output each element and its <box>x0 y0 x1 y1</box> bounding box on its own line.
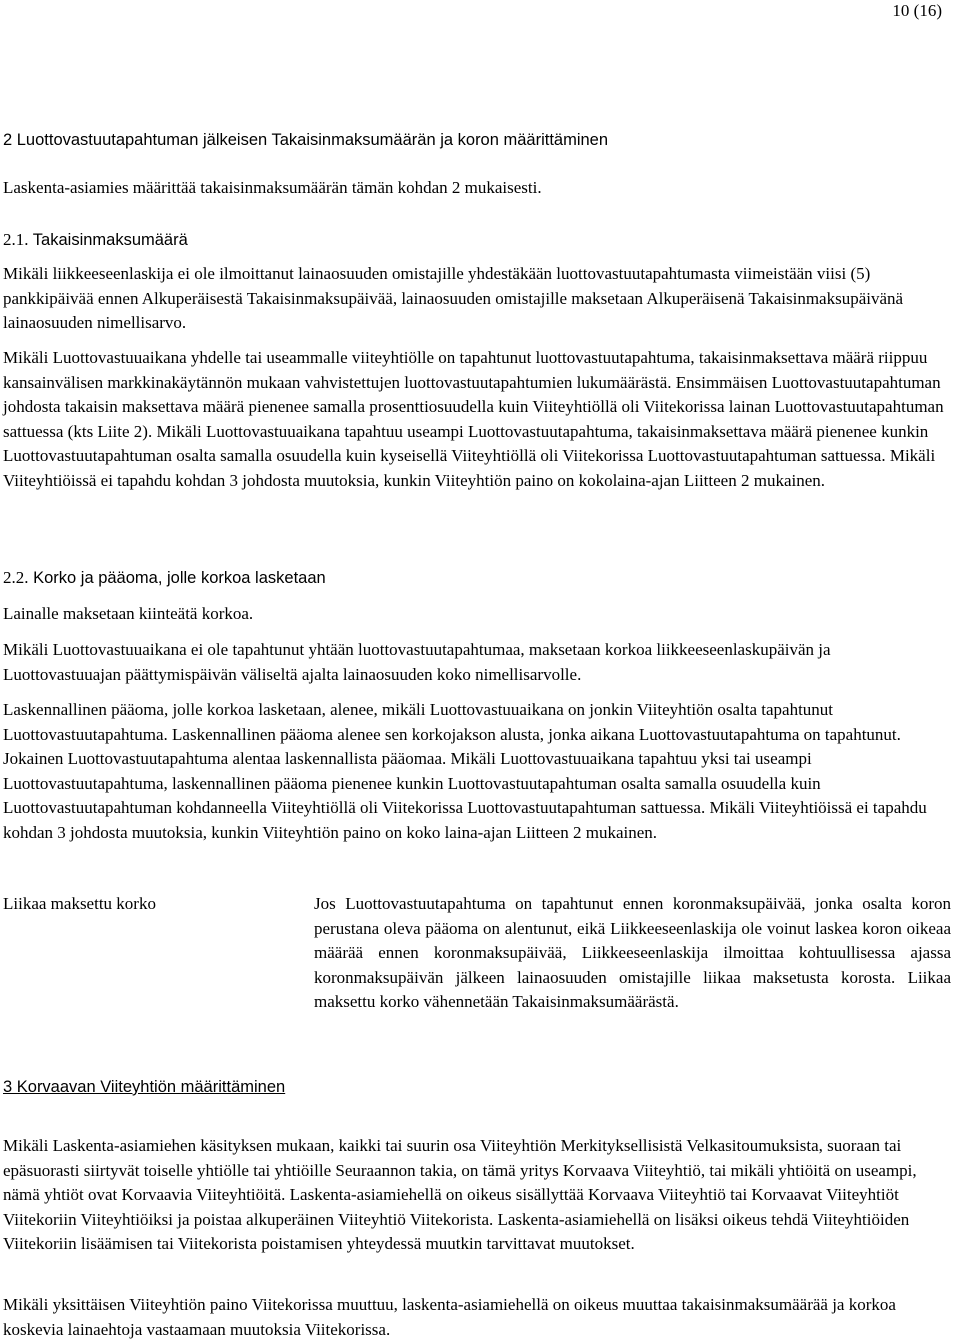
section-2-intro: Laskenta-asiamies määrittää takaisinmaksumäärän tämän kohdan 2 mukaisesti. <box>3 178 542 197</box>
section-2-2-paragraph-b: Mikäli Luottovastuuaikana ei ole tapahtunut yhtään luottovastuutapahtumaa, maksetaan korkoa liikkeeseenlaskupäivän ja Luottovastuuajan päättymispäivän väliseltä ajalta lainaosuuden koko nimellisarvolle. <box>3 640 831 684</box>
section-2-heading <box>3 128 951 153</box>
page-number: 10 (16) <box>892 1 942 20</box>
excess-interest-label: Liikaa maksettu korko <box>3 894 156 913</box>
section-2-1-paragraph-b: Mikäli Luottovastuuaikana yhdelle tai useammalle viiteyhtiölle on tapahtunut luottovastuutapahtuma, takaisinmaksettava määrä riippuu kansainvälisen markkinakäytännön mukaan vahvistettujen luottovastuutapahtumien lukumäärästä. Ensimmäisen Luottovastuutapahtuman johdosta takaisin maksettava määrä pienenee samalla prosenttiosuudella kuin Viiteyhtiöllä oli Viitekorissa lainan Luottovastuutapahtuman sattuessa (kts Liite 2). Mikäli Luottovastuuaikana tapahtuu useampi Luottovastuutapahtuma, takaisinmaksettava määrä pienenee kunkin Luottovastuutapahtuman osalta samalla osuudella kuin kyseisellä Viiteyhtiöllä oli Viitekorissa Luottovastuutapahtuman sattuessa. Mikäli Viiteyhtiöissä ei tapahdu kohdan 3 johdosta muutoksia, kunkin Viiteyhtiön paino on kokolaina-ajan Liitteen 2 mukainen. <box>3 348 944 490</box>
excess-interest-text: Jos Luottovastuutapahtuma on tapahtunut ennen koronmaksupäivää, jonka osalta koron perustana oleva pääoma on alentunut, eikä Liikkeeseenlaskija ole voinut laskea koron oikeaa määrää ennen koronmaksupäivää, Liikkeeseenlaskija ilmoittaa kohtuullisessa ajassa koronmaksupäivän jälkeen lainaosuuden omistajille liikaa maksetusta korosta. Liikaa maksettu korko vähennetään Takaisinmaksumäärästä. <box>314 894 951 1011</box>
section-3-heading <box>3 1075 951 1100</box>
excess-interest-block <box>3 892 951 1042</box>
section-2-2-paragraph-c: Laskennallinen pääoma, jolle korkoa lasketaan, alenee, mikäli Luottovastuuaikana on jonkin Viiteyhtiön osalta tapahtunut Luottovastuutapahtuma. Laskennallinen pääoma alenee sen korkojakson alusta, jonka aikana Luottovastuutapahtuma on tapahtunut. Jokainen Luottovastuutapahtuma alentaa laskennallista pääomaa. Mikäli Luottovastuuaikana tapahtuu yksi tai useampi Luottovastuutapahtuma, laskennallinen pääoma pienenee kunkin Luottovastuutapahtuman osalta samalla osuudella kuin Luottovastuutapahtuman kohdanneella Viiteyhtiöllä oli Viitekorissa Luottovastuutapahtuman sattuessa. Mikäli Viiteyhtiöissä ei tapahdu kohdan 3 johdosta muutoksia, kunkin Viiteyhtiön paino on koko laina-ajan Liitteen 2 mukainen. <box>3 700 927 842</box>
section-2-1-title: Takaisinmaksumäärä <box>32 231 188 249</box>
section-3-heading-text: 3 Korvaavan Viiteyhtiön määrittäminen <box>3 1078 286 1096</box>
section-2-2-title: Korko ja pääoma, jolle korkoa lasketaan <box>33 569 326 587</box>
section-3-paragraph-a: Mikäli Laskenta-asiamiehen käsityksen mukaan, kaikki tai suurin osa Viiteyhtiön Merkityksellisistä Velkasitoumuksista, suoraan tai epäsuorasti siirtyvät toiselle yhtiölle tai yhtiöille Seuraannon takia, on tämä yritys Korvaava Viiteyhtiö, tai mikäli yhtiöitä on useampi, nämä yhtiöt ovat Korvaavia Viiteyhtiöitä. Laskenta-asiamiehellä on oikeus sisällyttää Korvaava Viiteyhtiö tai Korvaavat Viiteyhtiöt Viitekoriin Viiteyhtiöiksi ja poistaa alkuperäinen Viiteyhtiö Viitekorista. Laskenta-asiamiehellä on lisäksi oikeus tehdä Viiteyhtiöiden Viitekoriin lisäämisen tai Viitekorista poistamisen yhteydessä muutkin tarvittavat muutokset. <box>3 1136 917 1253</box>
section-2-1-paragraph-a: Mikäli liikkeeseenlaskija ei ole ilmoittanut lainaosuuden omistajille yhdestäkään luottovastuutapahtumasta viimeistään viisi (5) pankkipäivää ennen Alkuperäisestä Takaisinmaksupäivää, lainaosuuden omistajille maksetaan Alkuperäisenä Takaisinmaksupäivänä lainaosuuden nimellisarvo. <box>3 264 904 332</box>
section-2-1-number: 2.1. <box>3 230 29 249</box>
section-2-2-heading <box>3 566 951 591</box>
section-2-heading-text: 2 Luottovastuutapahtuman jälkeisen Takaisinmaksumäärän ja koron määrittäminen <box>3 131 609 149</box>
section-3-paragraph-b: Mikäli yksittäisen Viiteyhtiön paino Viitekorissa muuttuu, laskenta-asiamiehellä on oikeus muuttaa takaisinmaksumäärää ja korkoa koskevia lainaehtoja vastaamaan muutoksia Viitekorissa. <box>3 1295 896 1339</box>
section-2-2-number: 2.2. <box>3 568 29 587</box>
section-2-1-heading <box>3 228 951 253</box>
section-2-2-paragraph-a: Lainalle maksetaan kiinteätä korkoa. <box>3 604 254 623</box>
